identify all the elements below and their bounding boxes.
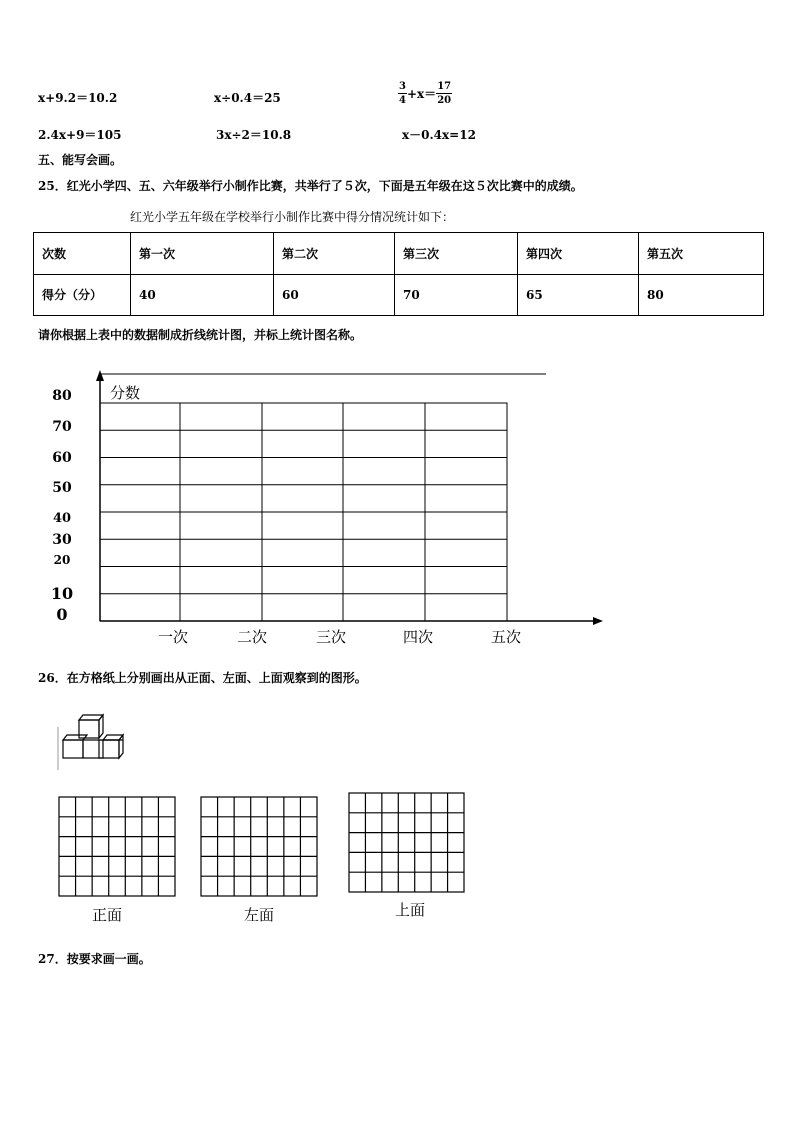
- table-cell: 65: [518, 274, 639, 316]
- y-tick-label: 30: [52, 532, 72, 548]
- left-view-grid[interactable]: [200, 796, 320, 898]
- table-title: 红光小学五年级在学校举行小制作比赛中得分情况统计如下：: [130, 210, 455, 224]
- y-tick-label: 10: [50, 584, 74, 603]
- table-cell: 第三次: [395, 233, 518, 275]
- x-tick-label: 五次: [490, 628, 521, 646]
- y-axis-arrow: [96, 370, 104, 381]
- x-tick-label: 四次: [402, 628, 433, 646]
- y-tick-label: 50: [52, 480, 72, 496]
- y-tick-label: 70: [52, 419, 72, 435]
- table-header-row: [34, 233, 764, 275]
- question-27-text: 27．按要求画一画。: [38, 952, 151, 966]
- question-25-text: 25．红光小学四、五、六年级举行小制作比赛，共举行了５次，下面是五年级在这５次比赛中的成绩。: [38, 179, 583, 193]
- x-tick-label: 二次: [236, 628, 267, 646]
- fraction-17-20: $\frac{17}{20}$: [437, 81, 452, 106]
- y-tick-label: 20: [53, 553, 71, 567]
- table-cell: 60: [274, 274, 395, 316]
- y-tick-label: 80: [52, 388, 72, 404]
- equation-6: x－0.4x=12: [402, 128, 476, 142]
- equation-3: $\frac{3}{4}$ +x＝ $\frac{17}{20}$: [399, 81, 452, 106]
- left-view-label: 左面: [244, 906, 275, 924]
- equation-5: 3x÷2＝10.8: [216, 128, 292, 142]
- equation-2: x÷0.4＝25: [214, 91, 281, 105]
- grid-frame: [349, 793, 464, 892]
- fraction-three-quarters: $\frac{3}{4}$: [399, 81, 406, 106]
- table-cell: 第五次: [639, 233, 764, 275]
- top-view-label: 上面: [395, 901, 426, 919]
- table-cell: 70: [395, 274, 518, 316]
- x-tick-label: 一次: [157, 628, 188, 646]
- chart-instruction: 请你根据上表中的数据制成折线统计图，并标上统计图名称。: [38, 328, 363, 342]
- equation-1: x+9.2＝10.2: [38, 91, 118, 105]
- table-cell: 得分（分）: [34, 274, 131, 316]
- y-tick-label: 0: [56, 605, 68, 624]
- table-cell: 第一次: [131, 233, 274, 275]
- front-view-grid[interactable]: [58, 796, 178, 898]
- table-cell: 次数: [34, 233, 131, 275]
- y-axis-label: 分数: [110, 384, 141, 402]
- y-tick-label: 60: [52, 450, 72, 466]
- question-26-text: 26．在方格纸上分别画出从正面、左面、上面观察到的图形。: [38, 671, 367, 685]
- table-cell: 40: [131, 274, 274, 316]
- y-tick-label: 40: [52, 511, 72, 526]
- x-tick-label: 三次: [315, 628, 346, 646]
- table-cell: 第四次: [518, 233, 639, 275]
- table-cell: 80: [639, 274, 764, 316]
- section-heading: 五、能写会画。: [38, 153, 123, 167]
- table-row: [34, 274, 764, 316]
- equation-4: 2.4x+9＝105: [38, 128, 122, 142]
- score-table: [33, 232, 764, 316]
- front-view-label: 正面: [92, 906, 123, 924]
- line-chart: [0, 360, 794, 660]
- top-view-grid[interactable]: [348, 792, 468, 894]
- table-cell: 第二次: [274, 233, 395, 275]
- x-axis-arrow: [593, 617, 603, 625]
- grid-frame: [59, 797, 175, 896]
- cube-figure: [55, 712, 125, 772]
- grid-frame: [201, 797, 317, 896]
